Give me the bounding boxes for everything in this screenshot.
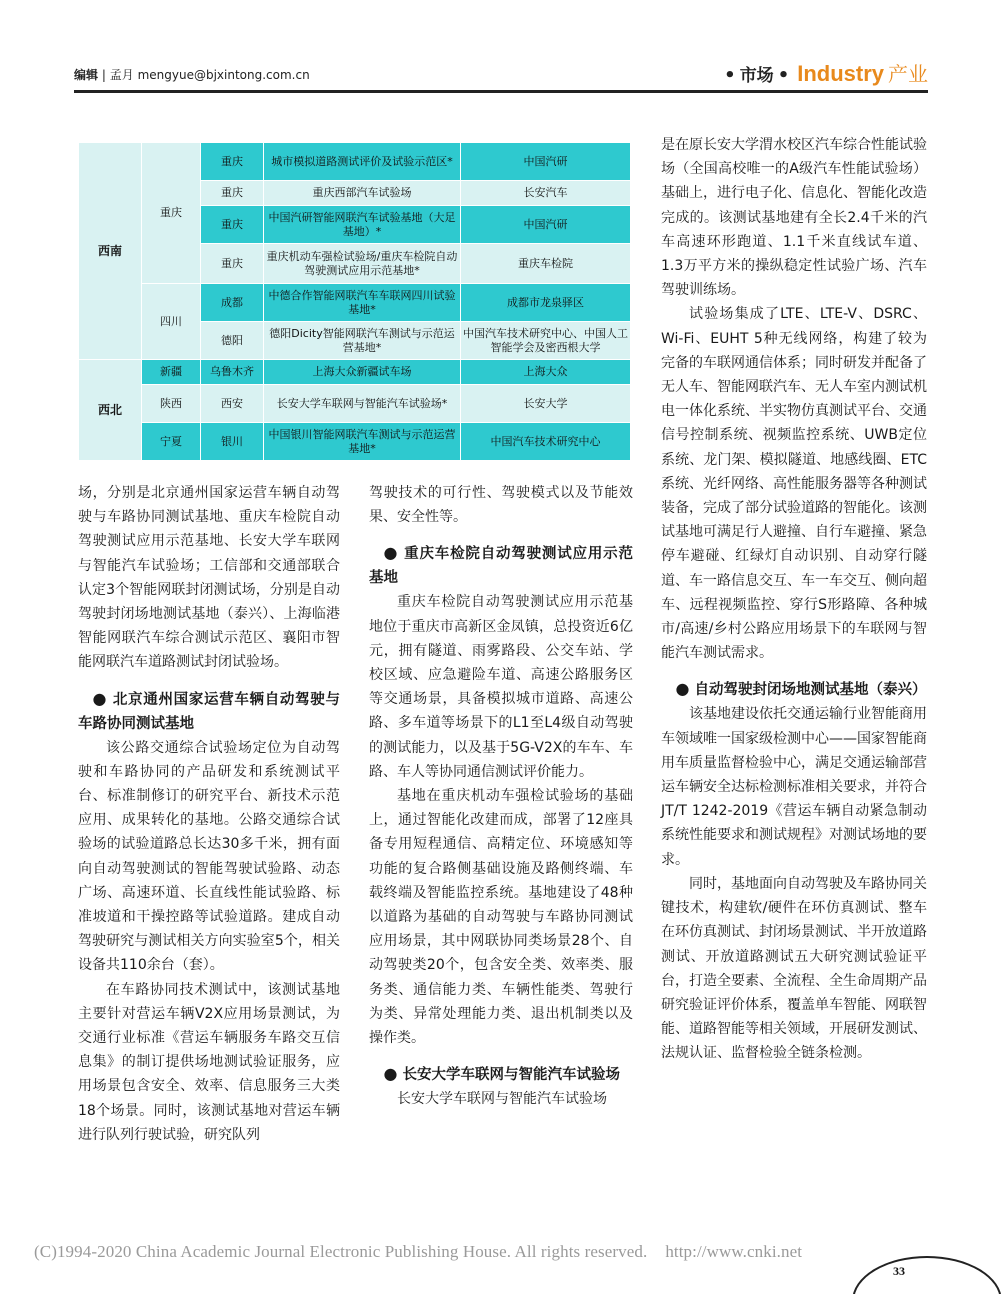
org-cell: 中国汽研: [461, 206, 631, 244]
paragraph: 驾驶技术的可行性、驾驶模式以及节能效果、安全性等。: [369, 485, 633, 526]
province-cell: 宁夏: [142, 423, 201, 461]
site-cell: 上海大众新疆试车场: [264, 360, 461, 385]
section-heading: [78, 687, 340, 736]
paragraph: 同时，基地面向自动驾驶及车路协同关键技术，构建软/硬件在环仿真测试、整车在环仿真测试、封闭场景测试、半开放道路测试、开放道路测试五大研究测试验证平台，打造全要素、全流程、全生命周期产品研究验证评价体系，覆盖单车智能、网联智能、道路智能等相关领域，开展研发测试、法规认证、监督检验全链条检测。: [661, 875, 927, 1062]
section-heading: [661, 677, 927, 702]
paragraph: 场，分别是北京通州国家运营车辆自动驾驶与车路协同测试基地、重庆车检院自动驾驶测试应用示范基地、长安大学车联网与智能汽车试验场；工信部和交通部联合认定3个智能网联封闭测试场，分别是自动驾驶封闭场地测试基地（泰兴）、上海临港智能网联汽车综合测试示范区、襄阳市智能网联汽车道路测试封闭试验场。: [78, 485, 340, 671]
paragraph: 该公路交通综合试验场定位为自动驾驶和车路协同的产品研发和系统测试平台、标准制修订的研究平台、新技术示范应用、成果转化的基地。公路交通综合试验场的试验道路总长达30多千米，拥有面向自动驾驶测试的智能驾驶试验路、动态广场、高速环道、长直线性能试验路、标准坡道和干操控路等试验道路。建成自动驾驶研究与测试相关方向实验室5个，相关设备共110余台（套）。: [78, 739, 340, 974]
text-column-3: [661, 133, 927, 1066]
paragraph: 在车路协同技术测试中，该测试基地主要针对营运车辆V2X应用场景测试，为交通行业标准《营运车辆服务车路交互信息集》的制订提供场地测试验证服务，应用场景包含安全、效率、信息服务三大类18个场景。同时，该测试基地对营运车辆进行队列行驶试验，研究队列: [78, 981, 340, 1143]
paragraph: 重庆车检院自动驾驶测试应用示范基地位于重庆市高新区金凤镇，总投资近6亿元，拥有隧道、雨雾路段、公交车站、学校区域、应急避险车道、高速公路服务区等交通场景，具备模拟城市道路、高速公路、多车道等场景下的L1至L4级自动驾驶的测试能力，以及基于5G-V2X的车车、车路、车人等协同通信测试评价能力。: [369, 594, 633, 780]
city-cell: 西安: [201, 385, 264, 423]
table-row: [79, 143, 631, 181]
paragraph: 长安大学车联网与智能汽车试验场: [397, 1091, 607, 1108]
site-cell: 重庆西部汽车试验场: [264, 181, 461, 206]
page-header: [0, 52, 1002, 100]
site-cell: 德阳Dicity智能网联汽车测试与示范运营基地*: [264, 322, 461, 360]
text-column-1: [78, 481, 340, 1147]
province-cell: 重庆: [142, 143, 201, 284]
editor-email: mengyue@bjxintong.com.cn: [137, 68, 310, 82]
table-row: [79, 385, 631, 423]
site-cell: 城市模拟道路测试评价及试验示范区*: [264, 143, 461, 181]
page-number: 33: [893, 1264, 905, 1278]
site-cell: 长安大学车联网与智能汽车试验场*: [264, 385, 461, 423]
province-cell: 陕西: [142, 385, 201, 423]
table-row: [79, 423, 631, 461]
section-heading: [369, 541, 633, 590]
section-dot: •: [724, 65, 736, 86]
section-dot-2: •: [777, 65, 790, 86]
section-cn2: 产业: [888, 62, 928, 86]
province-cell: 新疆: [142, 360, 201, 385]
paragraph: 该基地建设依托交通运输行业智能商用车领域唯一国家级检测中心——国家智能商用车质量监督检验中心，满足交通运输部营运车辆安全达标检测标准相关要求，并符合JT/T 1242-2019《营运车辆自动紧急制动系统性能要求和测试规程》对测试场地的要求。: [661, 706, 927, 868]
page-number-arc: [852, 1256, 1002, 1294]
city-cell: 重庆: [201, 244, 264, 284]
paragraph: 是在原长安大学渭水校区汽车综合性能试验场（全国高校唯一的A级汽车性能试验场）基础上，进行电子化、信息化、智能化改造完成的。该测试基地建有全长2.4千米的汽车高速环形跑道、1.1千米直线试车道、1.3万平方米的操纵稳定性试验广场、汽车驾驶训练场。: [661, 137, 927, 299]
cnki-link[interactable]: http://www.cnki.net: [665, 1242, 803, 1261]
text-column-2: [369, 481, 633, 1111]
copyright-text: (C)1994-2020 China Academic Journal Electronic Publishing House. All rights reserved.: [34, 1242, 648, 1261]
city-cell: 德阳: [201, 322, 264, 360]
heading-text: 长安大学车联网与智能汽车试验场: [402, 1067, 621, 1084]
region-cell: 西南: [79, 143, 142, 360]
editor-separator: |: [101, 68, 106, 82]
org-cell: 上海大众: [461, 360, 631, 385]
header-rule: [74, 90, 928, 93]
bullet-icon: ●: [675, 679, 690, 699]
test-site-table: [78, 142, 630, 461]
org-cell: 长安大学: [461, 385, 631, 423]
city-cell: 银川: [201, 423, 264, 461]
region-cell: 西北: [79, 360, 142, 461]
city-cell: 重庆: [201, 181, 264, 206]
province-cell: 四川: [142, 284, 201, 360]
org-cell: 成都市龙泉驿区: [461, 284, 631, 322]
editor-credit: [74, 66, 310, 83]
city-cell: 成都: [201, 284, 264, 322]
heading-text: 北京通州国家运营车辆自动驾驶与车路协同测试基地: [78, 691, 340, 732]
site-cell: 重庆机动车强检试验场/重庆车检院自动驾驶测试应用示范基地*: [264, 244, 461, 284]
org-cell: 中国汽研: [461, 143, 631, 181]
org-cell: 重庆车检院: [461, 244, 631, 284]
section-title: [720, 58, 928, 87]
bullet-icon: ●: [92, 688, 108, 708]
editor-label: 编辑: [74, 68, 99, 82]
bullet-icon: ●: [383, 543, 399, 563]
copyright-footer: [34, 1242, 802, 1262]
paragraph: 基地在重庆机动车强检试验场的基础上，通过智能化改建而成，部署了12座具备专用短程通信、高精定位、环境感知等功能的复合路侧基础设施及路侧终端、车载终端及智能监控系统。基地建设了48种以道路为基础的自动驾驶与车路协同测试应用场景，其中网联协同类场景28个、自动驾驶类20个，包含安全类、效率类、服务类、通信能力类、车辆性能类、驾驶行为类、异常处理能力类、退出机制类以及操作类。: [369, 788, 633, 1047]
site-cell: 中德合作智能网联汽车车联网四川试验基地*: [264, 284, 461, 322]
paragraph: 试验场集成了LTE、LTE-V、DSRC、Wi-Fi、EUHT 5种无线网络，构建了较为完备的车联网通信体系；同时研发并配备了无人车、智能网联汽车、无人车室内测试机电一体化系统、半实物仿真测试平台、交通信号控制系统、视频监控系统、UWB定位系统、龙门架、模拟隧道、地感线圈、ETC系统、光纤网络、高性能服务器等各种测试装备，完成了部分试验道路的智能化。该测试基地可满足行人避撞、自行车避撞、紧急停车避碰、红绿灯自动识别、自动穿行隧道、车一路信息交互、车一车交互、侧向超车、远程视频监控、穿行S形路障、各种城市/高速/乡村公路应用场景下的车联网与智能汽车测试需求。: [661, 306, 927, 662]
city-cell: 重庆: [201, 143, 264, 181]
bullet-icon: ●: [383, 1064, 398, 1084]
site-cell: 中国银川智能网联汽车测试与示范运营基地*: [264, 423, 461, 461]
city-cell: 乌鲁木齐: [201, 360, 264, 385]
editor-name: 孟月: [109, 68, 134, 82]
org-cell: 长安汽车: [461, 181, 631, 206]
org-cell: 中国汽车技术研究中心: [461, 423, 631, 461]
city-cell: 重庆: [201, 206, 264, 244]
heading-text: 重庆车检院自动驾驶测试应用示范基地: [369, 546, 633, 587]
table-row: [79, 284, 631, 322]
table-row: [79, 360, 631, 385]
heading-text: 自动驾驶封闭场地测试基地（泰兴）: [694, 682, 927, 699]
section-cn: 市场: [739, 66, 774, 86]
site-cell: 中国汽研智能网联汽车试验基地（大足基地）*: [264, 206, 461, 244]
section-en: Industry: [797, 61, 884, 86]
org-cell: 中国汽车技术研究中心、中国人工智能学会及密西根大学: [461, 322, 631, 360]
section-heading: [369, 1062, 633, 1087]
